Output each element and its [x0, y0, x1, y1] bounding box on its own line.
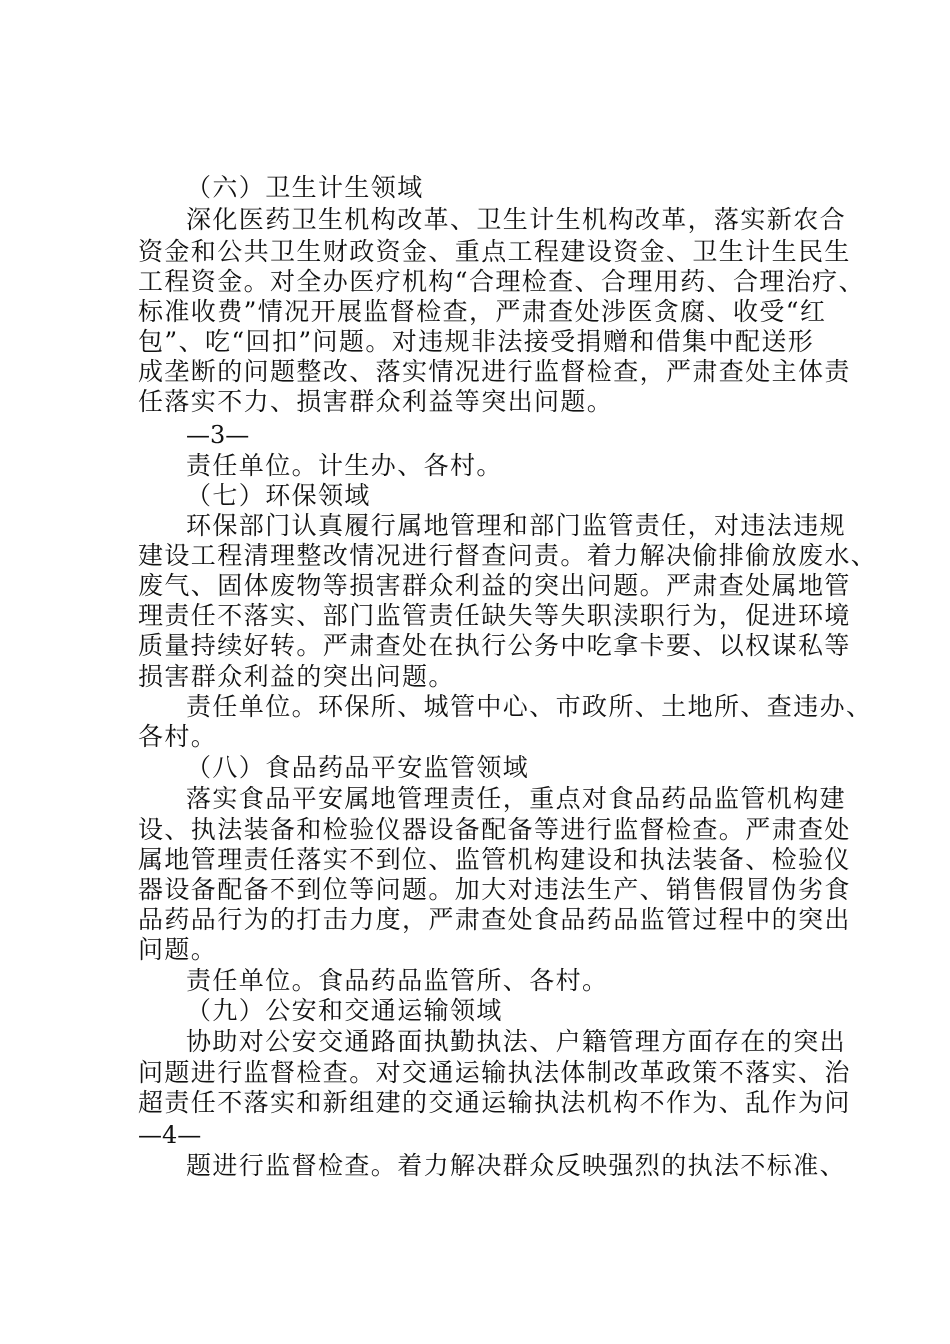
page-number: —3—	[186, 421, 250, 449]
paragraph-line: 资金和公共卫生财政资金、重点工程建设资金、卫生计生民生	[138, 237, 851, 266]
paragraph-line: 理责任不落实、部门监管责任缺失等失职渎职行为，促进环境	[138, 601, 851, 630]
paragraph-line: 工程资金。对全办医疗机构“合理检查、合理用药、合理治疗、	[138, 267, 865, 296]
paragraph-line: 题进行监督检查。着力解决群众反映强烈的执法不标准、	[186, 1151, 847, 1180]
responsible-units: 责任单位。计生办、各村。	[186, 451, 503, 480]
section-heading-seven: （七）环保领域	[186, 481, 371, 510]
paragraph-line: 成垄断的问题整改、落实情况进行监督检查，严肃查处主体责	[138, 357, 851, 386]
responsible-units-continued: 各村。	[138, 722, 218, 751]
responsible-units: 责任单位。食品药品监管所、各村。	[186, 966, 609, 995]
paragraph-line: 超责任不落实和新组建的交通运输执法机构不作为、乱作为问	[138, 1088, 851, 1117]
paragraph-line: 问题。	[138, 935, 218, 964]
paragraph-line: 标准收费”情况开展监督检查，严肃查处涉医贪腐、收受“红	[138, 297, 827, 326]
paragraph-line: 品药品行为的打击力度，严肃查处食品药品监管过程中的突出	[138, 905, 851, 934]
paragraph-line: 质量持续好转。严肃查处在执行公务中吃拿卡要、以权谋私等	[138, 631, 851, 660]
responsible-units: 责任单位。环保所、城管中心、市政所、土地所、查违办、	[186, 692, 873, 721]
paragraph-line: 任落实不力、损害群众利益等突出问题。	[138, 387, 614, 416]
paragraph-line: 问题进行监督检查。对交通运输执法体制改革政策不落实、治	[138, 1058, 851, 1087]
paragraph-line: 属地管理责任落实不到位、监管机构建设和执法装备、检验仪	[138, 845, 851, 874]
paragraph-line: 损害群众利益的突出问题。	[138, 662, 455, 691]
paragraph-line: 废气、固体废物等损害群众利益的突出问题。严肃查处属地管	[138, 571, 851, 600]
paragraph-line: 环保部门认真履行属地管理和部门监管责任，对违法违规	[186, 511, 847, 540]
paragraph-line: 包”、吃“回扣”问题。对违规非法接受捐赠和借集中配送形	[138, 327, 815, 356]
paragraph-line: 落实食品平安属地管理责任，重点对食品药品监管机构建	[186, 784, 847, 813]
paragraph-line: 建设工程清理整改情况进行督查问责。着力解决偷排偷放废水、	[138, 541, 878, 570]
section-heading-nine: （九）公安和交通运输领域	[186, 996, 503, 1025]
page-number: —4—	[138, 1121, 202, 1149]
paragraph-line: 协助对公安交通路面执勤执法、户籍管理方面存在的突出	[186, 1027, 847, 1056]
paragraph-line: 设、执法装备和检验仪器设备配备等进行监督检查。严肃查处	[138, 815, 851, 844]
section-heading-six: （六）卫生计生领域	[186, 173, 424, 202]
paragraph-line: 深化医药卫生机构改革、卫生计生机构改革，落实新农合	[186, 205, 847, 234]
paragraph-line: 器设备配备不到位等问题。加大对违法生产、销售假冒伪劣食	[138, 875, 851, 904]
section-heading-eight: （八）食品药品平安监管领域	[186, 753, 530, 782]
